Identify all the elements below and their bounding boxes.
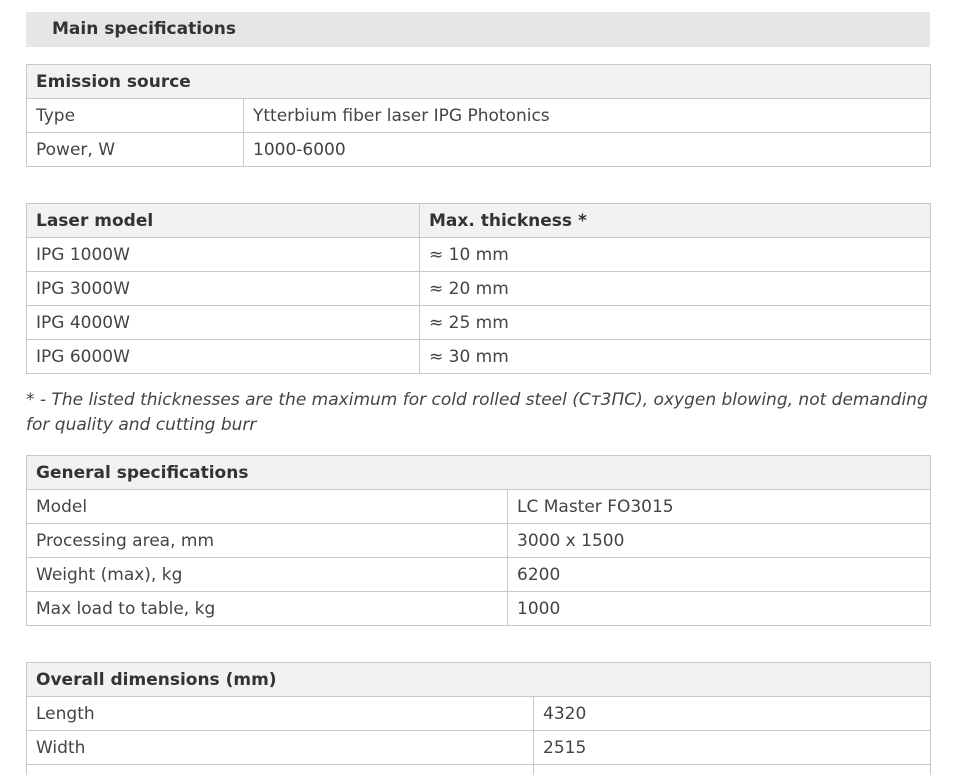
row-label: IPG 6000W [27,340,420,374]
table-row [27,340,931,374]
main-specifications-header: Main specifications [26,12,930,47]
overall-dimensions-title: Overall dimensions (mm) [27,663,931,697]
laser-model-table [26,203,931,374]
table-row [27,731,931,765]
row-value: 1000-6000 [244,133,931,167]
table-row [27,592,931,626]
emission-source-table [26,64,931,167]
row-value: 2515 [534,731,931,765]
emission-source-title: Emission source [27,65,931,99]
row-label: Model [27,490,508,524]
row-label: IPG 4000W [27,306,420,340]
table-row [27,490,931,524]
row-value: 4320 [534,697,931,731]
max-thickness-column-header: Max. thickness * [420,204,931,238]
table-row [27,765,931,775]
table-row [27,133,931,167]
row-label [27,765,534,775]
table-row [27,238,931,272]
row-value: 3000 x 1500 [508,524,931,558]
general-specifications-title: General specifications [27,456,931,490]
table-row [27,524,931,558]
row-label: Processing area, mm [27,524,508,558]
row-value: 1000 [508,592,931,626]
row-label: Weight (max), kg [27,558,508,592]
table-header-row [27,456,931,490]
row-label: IPG 3000W [27,272,420,306]
row-value: 6200 [508,558,931,592]
row-value: Ytterbium fiber laser IPG Photonics [244,99,931,133]
row-label: Max load to table, kg [27,592,508,626]
table-row [27,99,931,133]
row-label: Type [27,99,244,133]
row-label: Width [27,731,534,765]
general-specifications-table [26,455,931,626]
row-value [534,765,931,775]
row-value: ≈ 20 mm [420,272,931,306]
table-row [27,306,931,340]
table-row [27,697,931,731]
table-header-row [27,65,931,99]
laser-model-column-header: Laser model [27,204,420,238]
table-header-row [27,663,931,697]
row-value: ≈ 10 mm [420,238,931,272]
row-value: LC Master FO3015 [508,490,931,524]
row-label: Length [27,697,534,731]
overall-dimensions-table [26,662,931,775]
thickness-footnote: * - The listed thicknesses are the maximum for cold rolled steel (Ст3ПС), oxygen blowing, not demanding for quality and cutting burr [26,390,928,435]
row-label: IPG 1000W [27,238,420,272]
row-label: Power, W [27,133,244,167]
table-row [27,558,931,592]
table-header-row [27,204,931,238]
table-row [27,272,931,306]
row-value: ≈ 30 mm [420,340,931,374]
row-value: ≈ 25 mm [420,306,931,340]
